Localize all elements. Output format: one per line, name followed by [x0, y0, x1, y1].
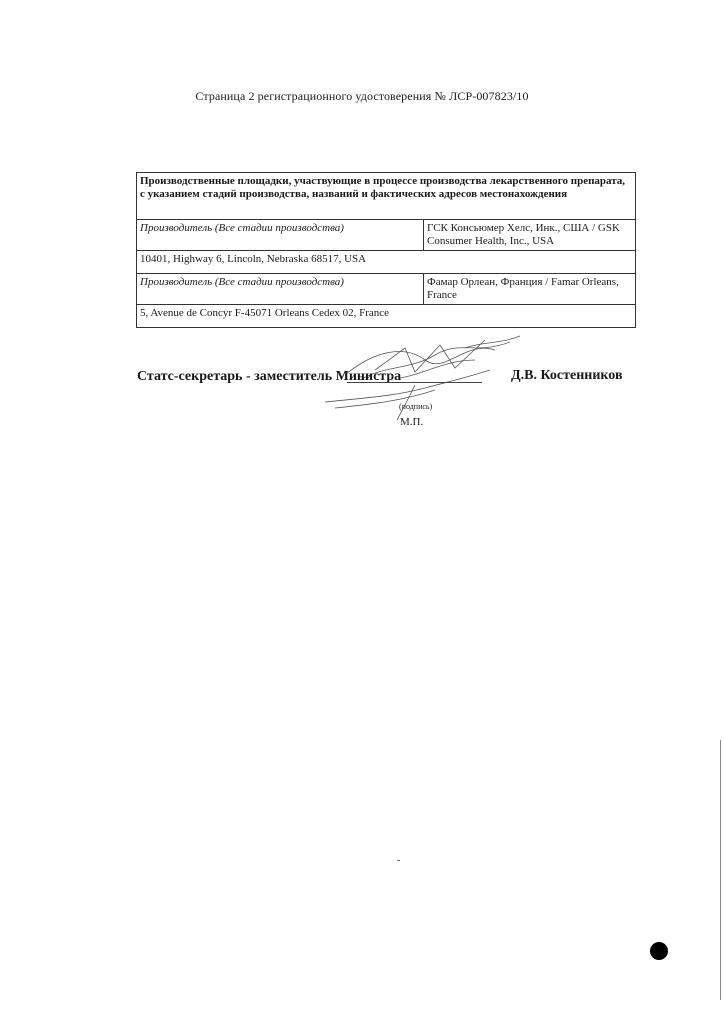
manufacturer-address-cell: 5, Avenue de Concyr F-45071 Orleans Cedex 02, France — [137, 305, 636, 328]
table-row — [137, 251, 636, 274]
manufacturer-role-cell: Производитель (Все стадии производства) — [137, 274, 424, 305]
signature-line — [347, 382, 482, 383]
manufacturer-role-cell: Производитель (Все стадии производства) — [137, 220, 424, 251]
table-row — [137, 220, 636, 251]
page-header: Страница 2 регистрационного удостоверения № ЛСР-007823/10 — [195, 89, 529, 103]
signature-caption: (подпись) — [399, 402, 433, 411]
manufacturer-name-cell: ГСК Консьюмер Хелс, Инк., США / GSK Consumer Health, Inc., USA — [424, 220, 636, 251]
manufacturer-name-cell: Фамар Орлеан, Франция / Famar Orleans, France — [424, 274, 636, 305]
scan-edge-line — [720, 740, 721, 1000]
production-sites-table — [136, 172, 636, 328]
table-header-row — [137, 173, 636, 220]
table-row — [137, 274, 636, 305]
table-header-cell: Производственные площадки, участвующие в процессе производства лекарственного препарата, с указанием стадий производства, названий и фактических адресов местонахождения — [137, 173, 636, 220]
manufacturer-address-cell: 10401, Highway 6, Lincoln, Nebraska 68517, USA — [137, 251, 636, 274]
signatory-title: Статс-секретарь - заместитель Министра — [137, 369, 402, 384]
scan-speck — [397, 860, 400, 861]
punch-hole-dot — [650, 942, 668, 960]
seal-placeholder: М.П. — [400, 416, 424, 428]
table-row — [137, 305, 636, 328]
signatory-name: Д.В. Костенников — [511, 368, 623, 383]
